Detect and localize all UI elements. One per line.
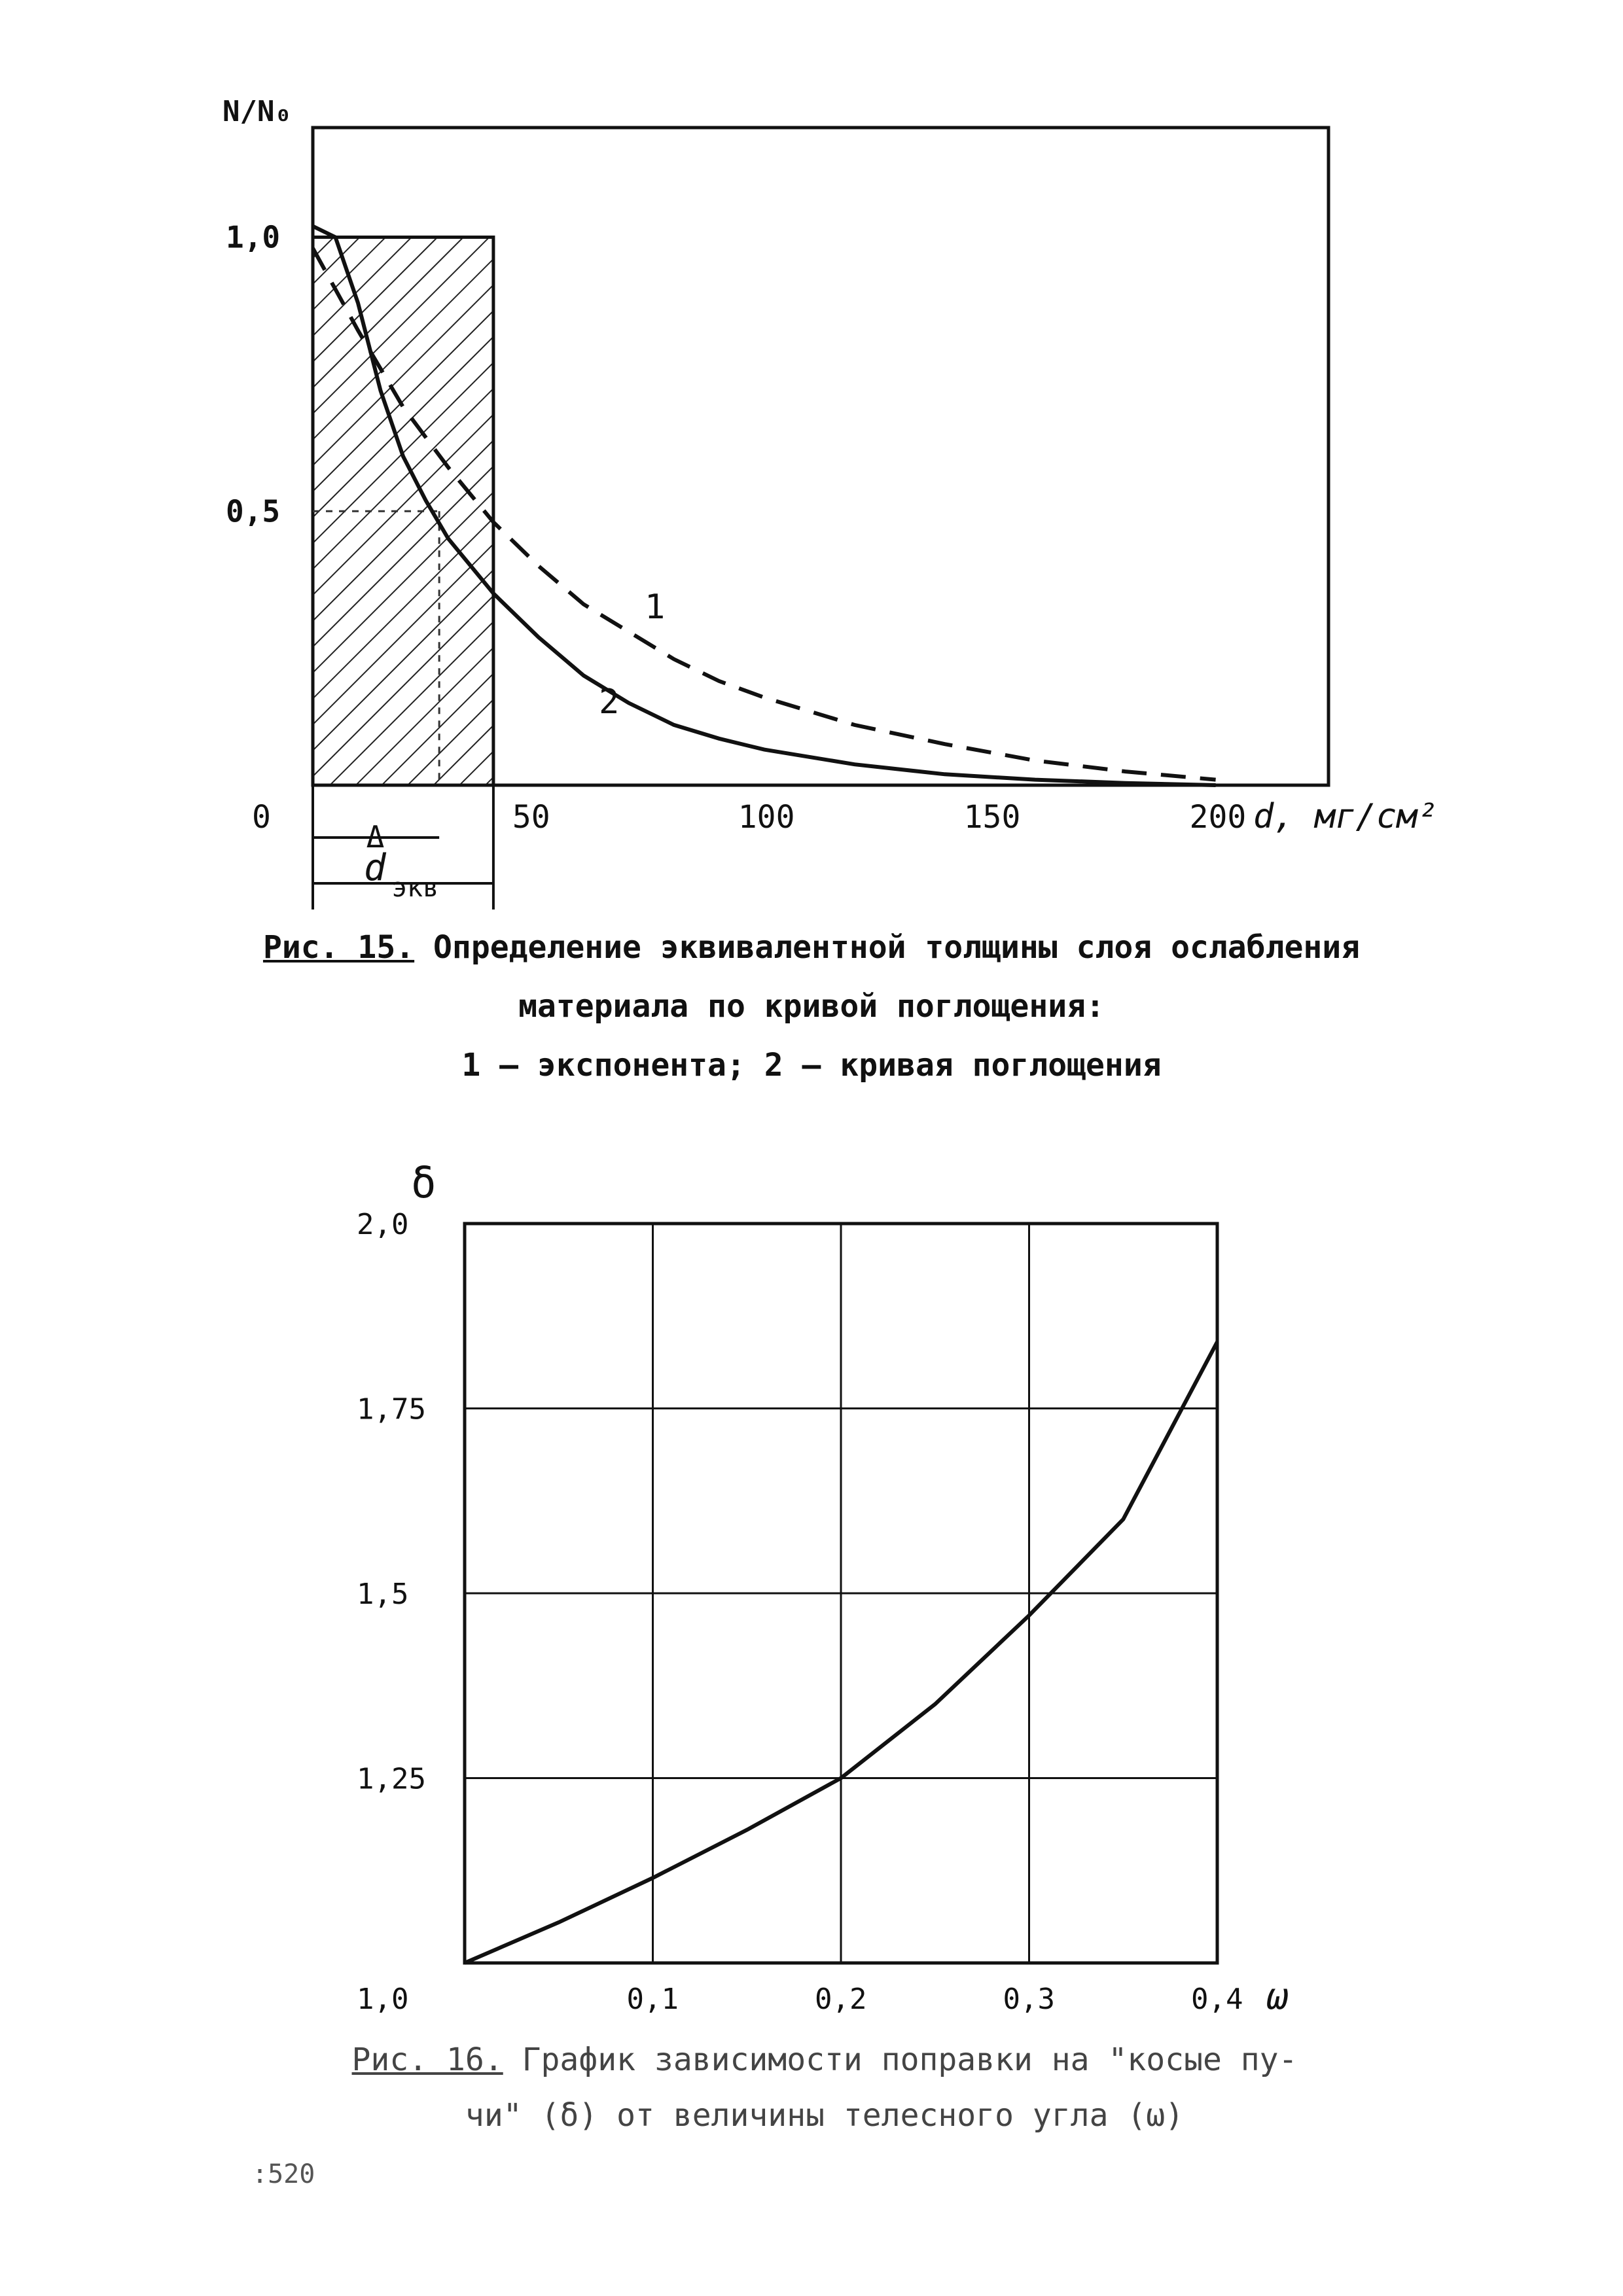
y-tick-label: 1,75	[357, 1392, 426, 1426]
page-number: :520	[252, 2159, 315, 2189]
figure-15-caption-line-2: материала по кривой поглощения:	[518, 988, 1105, 1025]
y-tick-label: 2,0	[357, 1208, 409, 1241]
figure-15-caption-text: Определение эквивалентной толщины слоя ослабления	[433, 929, 1361, 966]
figure-16-caption-number: Рис. 16.	[351, 2041, 503, 2078]
figure-15-chart	[0, 0, 1623, 968]
delta-label: Δ	[366, 819, 385, 855]
y-tick-label: 1,25	[357, 1762, 426, 1796]
x-tick-label: 0,3	[1003, 1983, 1055, 2016]
figure-16-caption-line-2: чи" (δ) от величины телесного угла (ω)	[465, 2097, 1185, 2134]
figure-15-caption-line-3: 1 – экспонента; 2 – кривая поглощения	[461, 1047, 1162, 1084]
y-tick-label: 0,5	[226, 493, 281, 529]
x-tick-label: 0,4	[1191, 1983, 1243, 2016]
curve-label-2: 2	[599, 682, 620, 722]
y-tick-label: 1,0	[226, 219, 281, 255]
x-tick-label: 1,0	[357, 1983, 409, 2016]
figure-15-caption-number: Рис. 15.	[262, 929, 415, 966]
x-axis-label: d, мг/см²	[1253, 797, 1438, 836]
curve-label-1: 1	[645, 588, 666, 627]
x-tick-label: 0	[252, 799, 271, 836]
x-tick-label: 0,1	[626, 1983, 679, 2016]
x-tick-label: 50	[512, 799, 550, 836]
x-axis-label: ω	[1266, 1975, 1289, 2018]
x-tick-label: 0,2	[815, 1983, 867, 2016]
figure-15-caption-line-1	[0, 929, 1623, 966]
y-axis-label: N/N₀	[223, 95, 292, 128]
x-tick-label: 150	[963, 799, 1021, 836]
deq-subscript: экв	[391, 873, 439, 903]
figure-16-caption-text: График зависимости поправки на "косые пу-	[522, 2041, 1298, 2078]
y-axis-label: δ	[411, 1159, 437, 1208]
figure-16-caption-line-1	[170, 2041, 1479, 2078]
figure-16-chart	[0, 1125, 1623, 2055]
deq-label: d	[363, 847, 386, 889]
y-tick-label: 1,5	[357, 1578, 409, 1611]
x-tick-label: 200	[1189, 799, 1247, 836]
x-tick-label: 100	[738, 799, 795, 836]
